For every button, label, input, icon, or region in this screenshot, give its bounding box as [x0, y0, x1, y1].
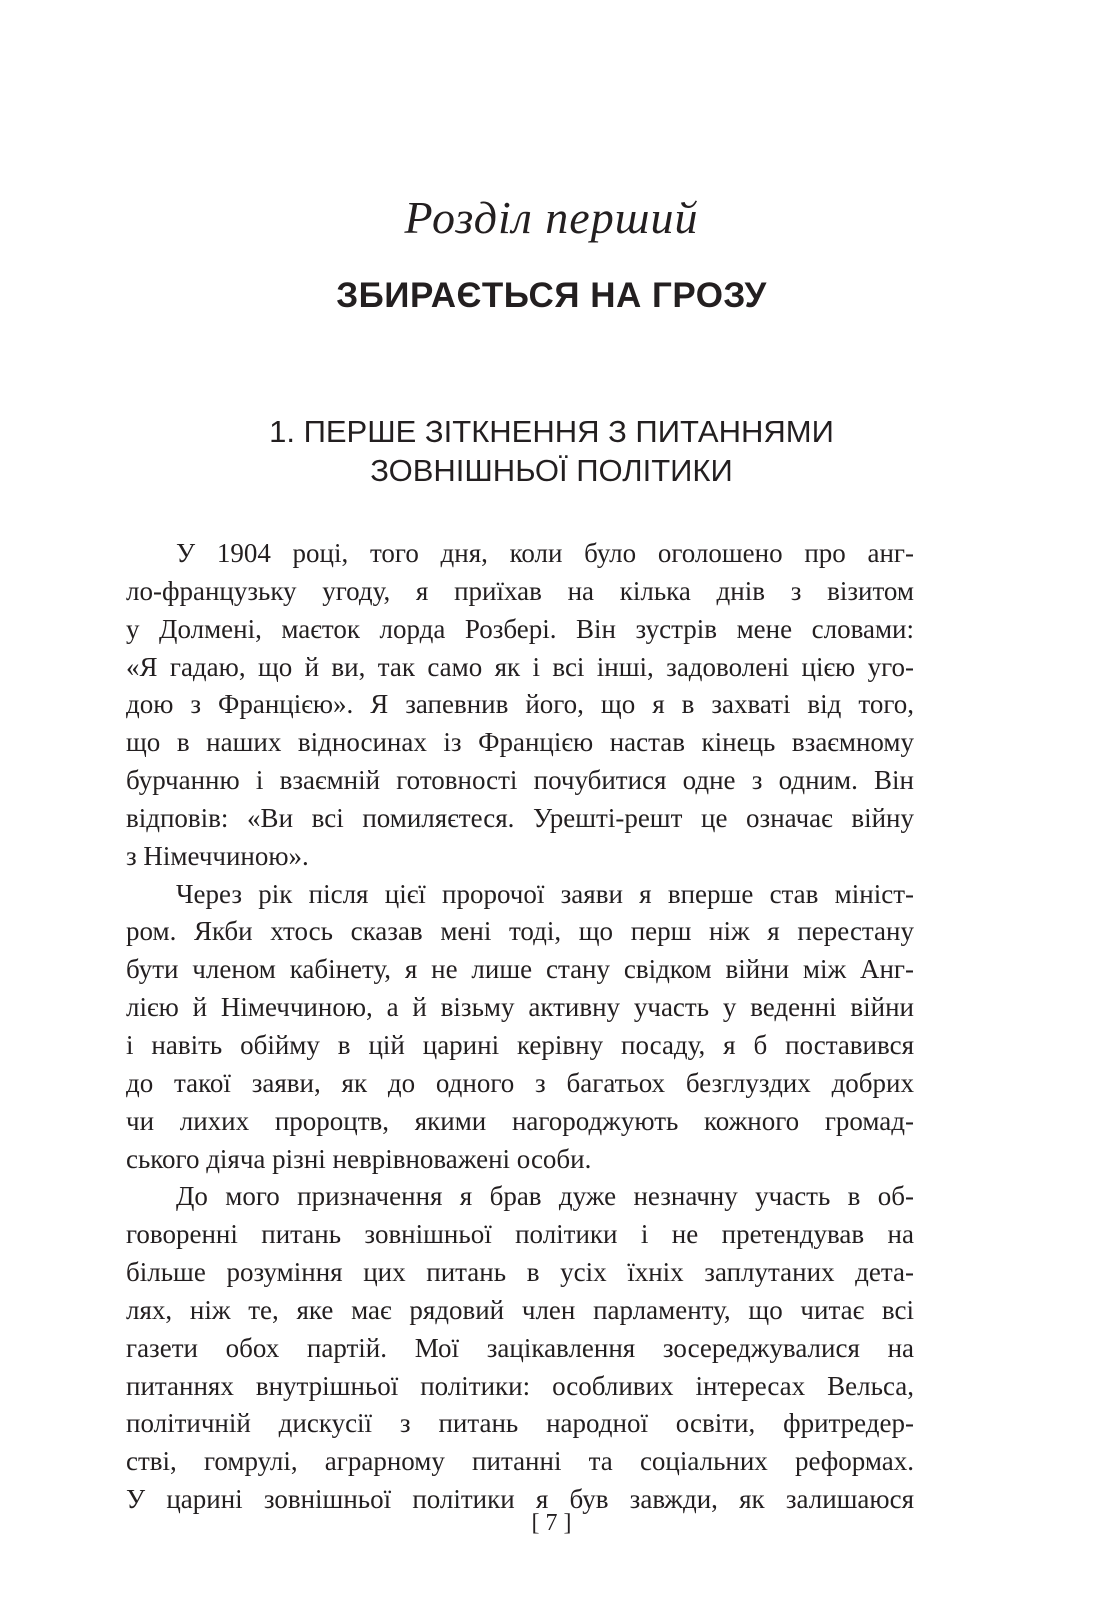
text-line: У 1904 році, того дня, коли було оголошено про анг- — [176, 538, 914, 568]
text-line: ло-французьку угоду, я приїхав на кілька днів з візитом — [126, 575, 914, 606]
text-line: говоренні питань зовнішньої політики і не претендував на — [126, 1219, 914, 1250]
text-line: лією й Німеччиною, а й візьму активну участь у веденні війни — [126, 992, 914, 1023]
text-line: більше розуміння цих питань в усіх їхніх заплутаних дета- — [126, 1257, 914, 1288]
text-line: відповів: «Ви всі помиляєтеся. Урешті-решт це означає війну — [126, 802, 914, 833]
text-line: стві, гомрулі, аграрному питанні та соціальних реформах. — [126, 1446, 914, 1477]
section-title — [0, 412, 1103, 490]
text-line: до такої заяви, як до одного з багатьох безглуздих добрих — [126, 1067, 914, 1098]
text-line: газети обох партій. Мої зацікавлення зосереджувалися на — [126, 1332, 914, 1363]
text-line: чи лихих пророцтв, якими нагороджують кожного громад- — [126, 1105, 914, 1136]
body-text — [126, 535, 914, 1519]
page-number: [ 7 ] — [531, 1510, 572, 1536]
text-line: з Німеччиною». — [126, 840, 309, 871]
text-line: бути членом кабінету, я не лише стану свідком війни між Анг- — [126, 954, 914, 985]
text-line: питаннях внутрішньої політики: особливих інтересах Вельса, — [126, 1370, 914, 1401]
text-line: що в наших відносинах із Францією настав кінець взаємному — [126, 727, 914, 758]
text-line: лях, ніж те, яке має рядовий член парламенту, що читає всі — [126, 1294, 914, 1325]
section-title-line: ЗОВНІШНЬОЇ ПОЛІТИКИ — [370, 453, 733, 488]
text-line: дою з Францією». Я запевнив його, що я в захваті від того, — [126, 689, 914, 720]
text-line: У царині зовнішньої політики я був завжди, як залишаюся — [126, 1484, 914, 1515]
text-line: «Я гадаю, що й ви, так само як і всі інші, задоволені цією уго- — [126, 651, 914, 682]
text-line: у Долмені, маєток лорда Розбері. Він зустрів мене словами: — [126, 613, 914, 644]
text-line: і навіть обійму в цій царині керівну посаду, я б поставився — [126, 1029, 914, 1060]
chapter-label: Розділ перший — [404, 192, 699, 243]
text-line: бурчанню і взаємній готовності почубитися одне з одним. Він — [126, 765, 914, 796]
text-line: До мого призначення я брав дуже незначну участь в об- — [176, 1181, 914, 1212]
text-line: ського діяча різні неврівноважені особи. — [126, 1143, 592, 1174]
section-title-line: 1. ПЕРШЕ ЗІТКНЕННЯ З ПИТАННЯМИ — [269, 414, 834, 449]
text-line: Через рік після цієї пророчої заяви я вперше став мініст- — [176, 878, 914, 909]
text-line: ром. Якби хтось сказав мені тоді, що перш ніж я перестану — [126, 916, 914, 947]
chapter-title: ЗБИРАЄТЬСЯ НА ГРОЗУ — [336, 276, 767, 315]
text-line: політичній дискусії з питань народної освіти, фритредер- — [126, 1408, 914, 1439]
